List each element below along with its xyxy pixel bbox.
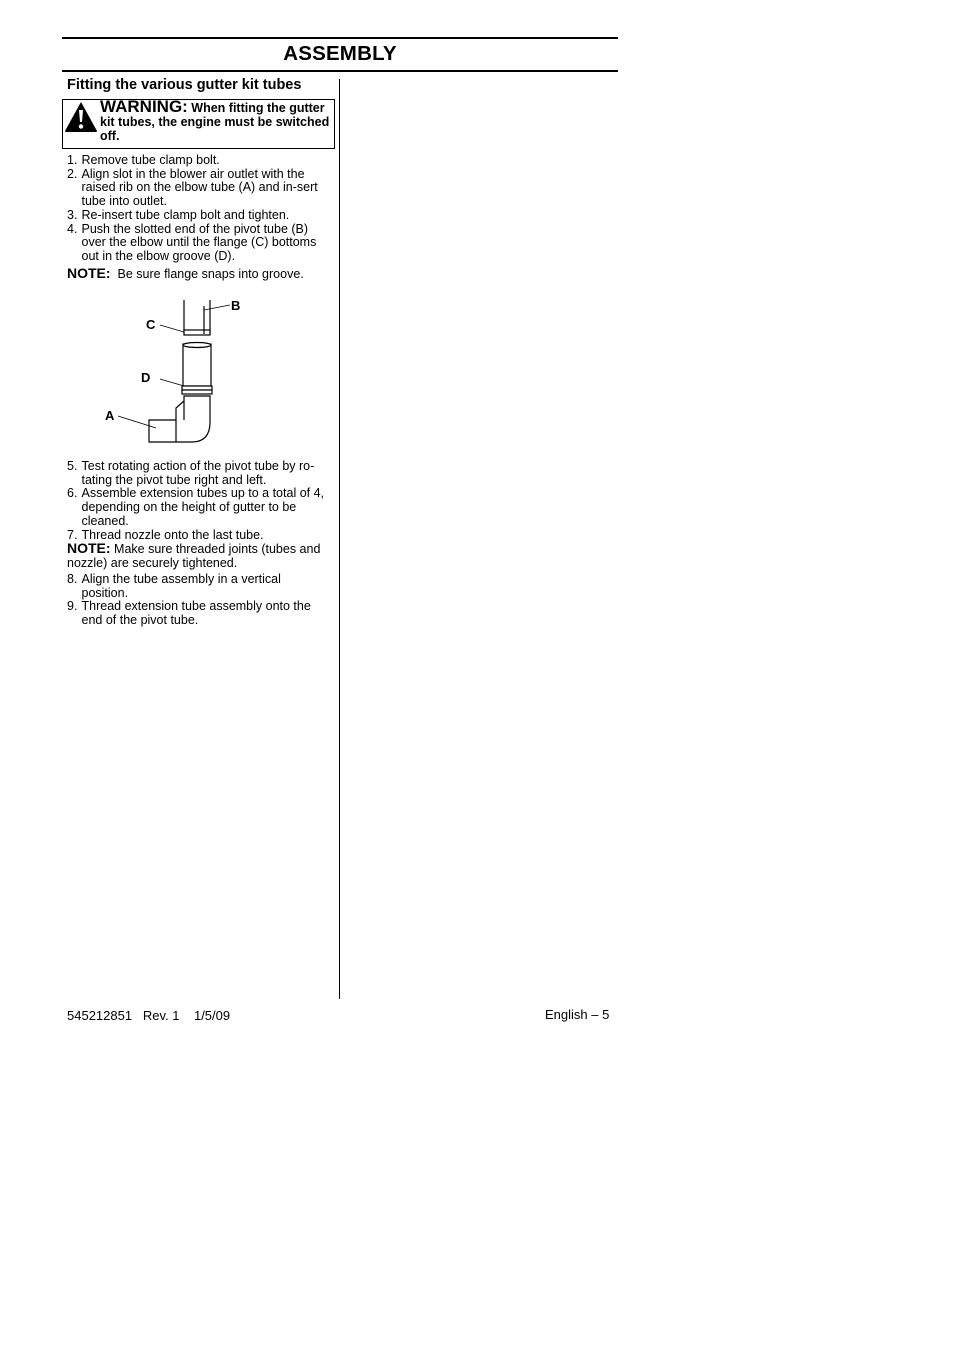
step-number: 7. — [67, 527, 78, 542]
note-label: NOTE: — [67, 265, 111, 281]
step-number: 2. — [67, 166, 78, 181]
step-number: 8. — [67, 572, 78, 586]
note-text: Be sure flange snaps into groove. — [117, 267, 304, 281]
list-item — [67, 487, 329, 528]
note — [67, 542, 335, 570]
step-text: Thread extension tube assembly onto the end of the pivot tube. — [81, 599, 311, 628]
steps-list-3 — [67, 573, 329, 628]
list-item — [67, 573, 329, 600]
warning-triangle-icon — [64, 101, 98, 138]
page-title: ASSEMBLY — [283, 42, 397, 65]
label-d: D — [141, 370, 151, 385]
step-number: 6. — [67, 486, 78, 501]
steps-list-1 — [67, 154, 329, 264]
note-text: Make sure threaded joints (tubes and nozzle) are securely tightened. — [67, 542, 321, 570]
list-item — [67, 460, 329, 487]
footer-doc-info: 545212851 Rev. 1 1/5/09 — [67, 1008, 231, 1023]
list-item — [67, 168, 329, 209]
warning-text — [100, 97, 332, 143]
note — [67, 266, 335, 281]
step-text: Remove tube clamp bolt. — [81, 153, 220, 167]
steps-list-2 — [67, 460, 329, 542]
step-text: Thread nozzle onto the last tube. — [81, 527, 264, 542]
step-number: 3. — [67, 207, 78, 222]
label-c: C — [146, 317, 156, 332]
step-number: 5. — [67, 459, 78, 473]
step-number: 1. — [67, 153, 78, 167]
footer-page-number: English – 5 — [545, 1007, 610, 1022]
label-b: B — [231, 298, 241, 313]
warning-message: When fitting the gutter kit tubes, the engine must be switched off. — [100, 101, 330, 143]
list-item — [67, 600, 329, 627]
step-text: Push the slotted end of the pivot tube (B) over the elbow until the flange (C) bottoms out in the elbow groove (D). — [81, 221, 317, 263]
header-bottom-rule — [62, 70, 618, 72]
warning-label: WARNING: — [100, 97, 188, 116]
step-text: Re‑insert tube clamp bolt and tighten. — [81, 207, 290, 222]
note-label: NOTE: — [67, 540, 111, 556]
column-divider — [339, 79, 340, 999]
label-a: A — [105, 408, 115, 423]
list-item — [67, 154, 329, 168]
step-text: Align slot in the blower air outlet with the raised rib on the elbow tube (A) and in-sert tube into outlet. — [81, 166, 318, 209]
step-text: Align the tube assembly in a vertical position. — [81, 572, 281, 600]
step-text: Test rotating action of the pivot tube by ro-tating the pivot tube right and left. — [81, 459, 315, 487]
section-heading: Fitting the various gutter kit tubes — [67, 77, 302, 93]
step-number: 9. — [67, 599, 78, 614]
warning-box — [62, 99, 335, 149]
list-item — [67, 223, 329, 264]
step-number: 4. — [67, 221, 78, 236]
list-item — [67, 209, 329, 223]
tube-assembly-figure — [100, 296, 260, 456]
step-text: Assemble extension tubes up to a total of 4, depending on the height of gutter to be cleaned. — [81, 486, 325, 528]
header-top-rule — [62, 37, 618, 39]
